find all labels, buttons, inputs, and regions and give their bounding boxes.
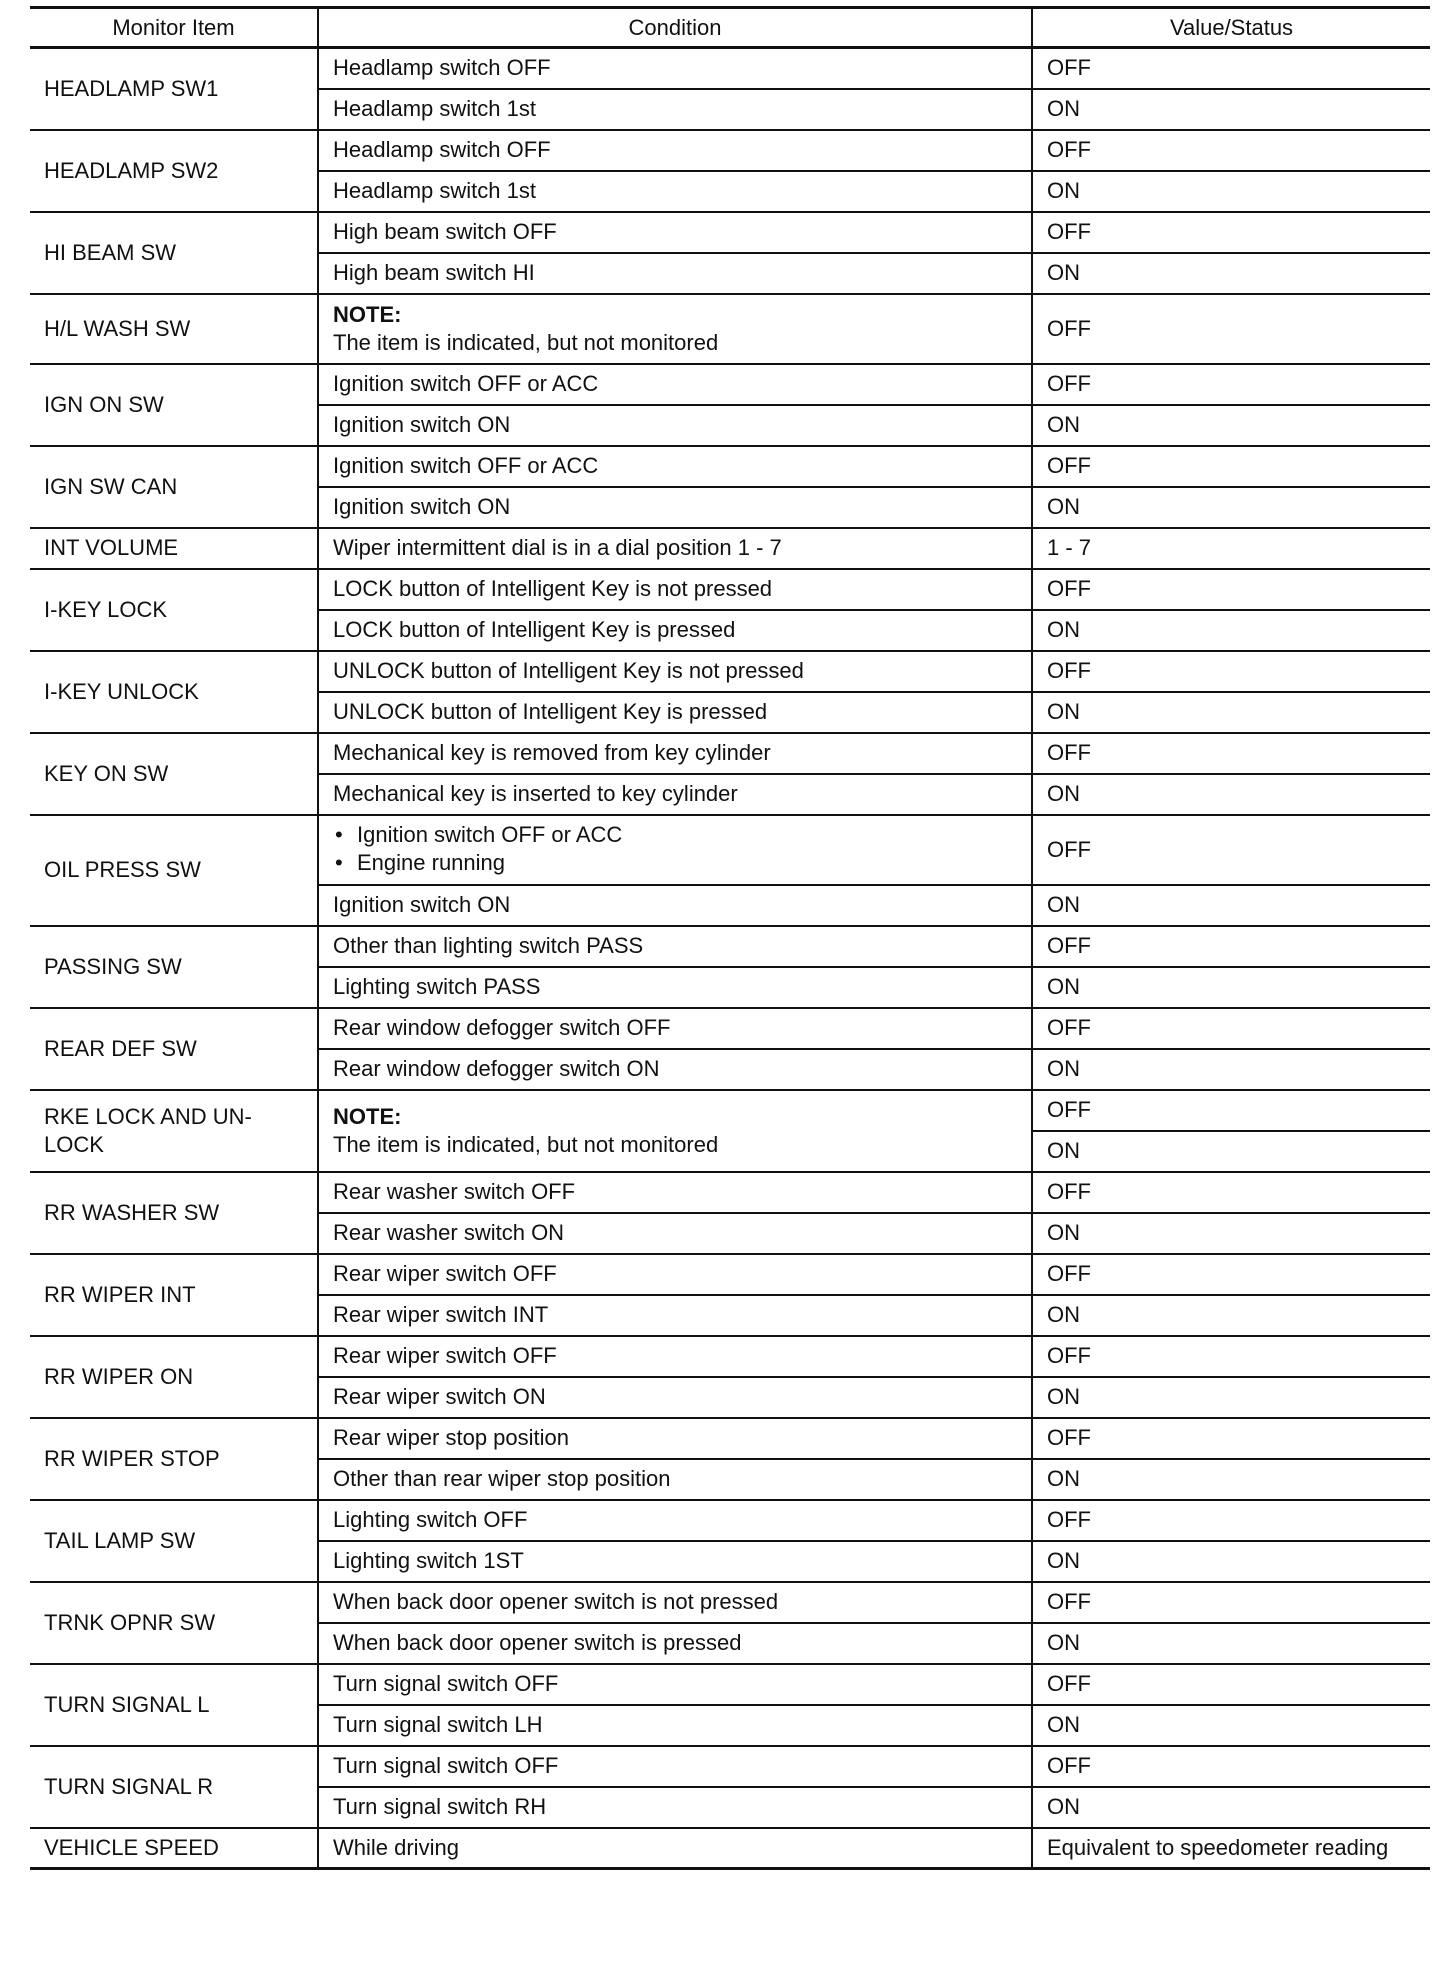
note-label: NOTE: xyxy=(333,301,402,327)
note-label: NOTE: xyxy=(333,1103,402,1129)
monitor-item-cell: I-KEY LOCK xyxy=(30,569,318,651)
condition-cell: Lighting switch OFF xyxy=(318,1500,1032,1541)
value-status-cell: OFF xyxy=(1032,733,1430,774)
monitor-item-cell: HEADLAMP SW2 xyxy=(30,130,318,212)
value-status-cell: OFF xyxy=(1032,926,1430,967)
value-status-cell: ON xyxy=(1032,171,1430,212)
value-status-cell: OFF xyxy=(1032,569,1430,610)
condition-cell: Rear washer switch ON xyxy=(318,1213,1032,1254)
note-text: The item is indicated, but not monitored xyxy=(333,1131,719,1157)
monitor-item-cell: IGN ON SW xyxy=(30,364,318,446)
value-status-cell: ON xyxy=(1032,405,1430,446)
header-value-status: Value/Status xyxy=(1032,8,1430,48)
table-row xyxy=(30,294,1430,364)
monitor-item-cell: OIL PRESS SW xyxy=(30,815,318,926)
condition-bullet-item: • Ignition switch OFF or ACC xyxy=(333,821,1017,849)
condition-cell: Turn signal switch OFF xyxy=(318,1664,1032,1705)
value-status-cell: ON xyxy=(1032,885,1430,926)
condition-cell: Ignition switch ON xyxy=(318,405,1032,446)
condition-cell: LOCK button of Intelligent Key is not pressed xyxy=(318,569,1032,610)
condition-cell: Headlamp switch OFF xyxy=(318,48,1032,89)
value-status-cell: OFF xyxy=(1032,1336,1430,1377)
value-status-cell: ON xyxy=(1032,610,1430,651)
table-row xyxy=(30,1008,1430,1049)
table-row xyxy=(30,1418,1430,1459)
table-row xyxy=(30,1172,1430,1213)
value-status-cell: OFF xyxy=(1032,48,1430,89)
value-status-cell: ON xyxy=(1032,1377,1430,1418)
value-status-cell: ON xyxy=(1032,1705,1430,1746)
monitor-item-cell: PASSING SW xyxy=(30,926,318,1008)
condition-cell: Headlamp switch OFF xyxy=(318,130,1032,171)
monitor-item-cell: HEADLAMP SW1 xyxy=(30,48,318,130)
condition-bullet-list xyxy=(333,821,1017,877)
condition-cell: Rear wiper switch OFF xyxy=(318,1254,1032,1295)
monitor-item-cell: TRNK OPNR SW xyxy=(30,1582,318,1664)
table-row xyxy=(30,569,1430,610)
table-body xyxy=(30,48,1430,1869)
condition-cell xyxy=(318,815,1032,885)
condition-cell: Other than lighting switch PASS xyxy=(318,926,1032,967)
condition-cell: LOCK button of Intelligent Key is pressed xyxy=(318,610,1032,651)
value-status-cell: ON xyxy=(1032,1787,1430,1828)
condition-cell: High beam switch HI xyxy=(318,253,1032,294)
table-row xyxy=(30,1746,1430,1787)
monitor-item-cell: REAR DEF SW xyxy=(30,1008,318,1090)
value-status-cell: OFF xyxy=(1032,651,1430,692)
condition-cell: Turn signal switch RH xyxy=(318,1787,1032,1828)
table-row xyxy=(30,364,1430,405)
condition-cell: When back door opener switch is pressed xyxy=(318,1623,1032,1664)
monitor-item-table xyxy=(30,6,1430,1870)
note-text: The item is indicated, but not monitored xyxy=(333,329,719,355)
monitor-item-cell: RKE LOCK AND UN- LOCK xyxy=(30,1090,318,1172)
value-status-cell: OFF xyxy=(1032,1746,1430,1787)
table-row xyxy=(30,48,1430,89)
value-status-cell: OFF xyxy=(1032,1664,1430,1705)
value-status-cell: ON xyxy=(1032,253,1430,294)
table-row xyxy=(30,1664,1430,1705)
value-status-cell: OFF xyxy=(1032,1582,1430,1623)
condition-cell: Ignition switch ON xyxy=(318,885,1032,926)
monitor-item-cell: KEY ON SW xyxy=(30,733,318,815)
value-status-cell: OFF xyxy=(1032,1008,1430,1049)
condition-cell xyxy=(318,294,1032,364)
value-status-cell: ON xyxy=(1032,1623,1430,1664)
condition-cell: Turn signal switch LH xyxy=(318,1705,1032,1746)
header-condition: Condition xyxy=(318,8,1032,48)
value-status-cell: ON xyxy=(1032,967,1430,1008)
condition-cell: Rear wiper switch INT xyxy=(318,1295,1032,1336)
value-status-cell: ON xyxy=(1032,487,1430,528)
monitor-item-cell: RR WIPER STOP xyxy=(30,1418,318,1500)
condition-cell: Mechanical key is removed from key cylinder xyxy=(318,733,1032,774)
monitor-item-cell: RR WIPER ON xyxy=(30,1336,318,1418)
monitor-item-cell: TAIL LAMP SW xyxy=(30,1500,318,1582)
table-row xyxy=(30,446,1430,487)
condition-cell: Headlamp switch 1st xyxy=(318,171,1032,212)
condition-cell: Rear window defogger switch ON xyxy=(318,1049,1032,1090)
value-status-cell: 1 - 7 xyxy=(1032,528,1430,569)
header-monitor-item: Monitor Item xyxy=(30,8,318,48)
monitor-item-cell: IGN SW CAN xyxy=(30,446,318,528)
condition-cell: UNLOCK button of Intelligent Key is pressed xyxy=(318,692,1032,733)
value-status-cell: OFF xyxy=(1032,364,1430,405)
table-row xyxy=(30,815,1430,885)
table-row xyxy=(30,1254,1430,1295)
condition-cell: Ignition switch ON xyxy=(318,487,1032,528)
value-status-cell: ON xyxy=(1032,1131,1430,1172)
monitor-item-cell: RR WIPER INT xyxy=(30,1254,318,1336)
condition-cell xyxy=(318,1090,1032,1172)
value-status-cell: OFF xyxy=(1032,446,1430,487)
condition-cell: Lighting switch PASS xyxy=(318,967,1032,1008)
table-row xyxy=(30,1336,1430,1377)
monitor-item-cell: I-KEY UNLOCK xyxy=(30,651,318,733)
monitor-item-cell: H/L WASH SW xyxy=(30,294,318,364)
value-status-cell: ON xyxy=(1032,1459,1430,1500)
value-status-cell: OFF xyxy=(1032,1500,1430,1541)
condition-cell: While driving xyxy=(318,1828,1032,1869)
table-row xyxy=(30,926,1430,967)
table-row xyxy=(30,1090,1430,1131)
table-row xyxy=(30,1500,1430,1541)
monitor-item-cell: VEHICLE SPEED xyxy=(30,1828,318,1869)
condition-cell: Lighting switch 1ST xyxy=(318,1541,1032,1582)
table-row xyxy=(30,212,1430,253)
condition-bullet-item: • Engine running xyxy=(333,849,1017,877)
value-status-cell: ON xyxy=(1032,1295,1430,1336)
value-status-cell: OFF xyxy=(1032,294,1430,364)
table-row xyxy=(30,1582,1430,1623)
value-status-cell: Equivalent to speedometer reading xyxy=(1032,1828,1430,1869)
value-status-cell: OFF xyxy=(1032,212,1430,253)
value-status-cell: OFF xyxy=(1032,1254,1430,1295)
monitor-item-cell: RR WASHER SW xyxy=(30,1172,318,1254)
value-status-cell: ON xyxy=(1032,1213,1430,1254)
condition-cell: Wiper intermittent dial is in a dial position 1 - 7 xyxy=(318,528,1032,569)
condition-cell: Rear wiper stop position xyxy=(318,1418,1032,1459)
value-status-cell: ON xyxy=(1032,1541,1430,1582)
value-status-cell: ON xyxy=(1032,89,1430,130)
monitor-item-cell: HI BEAM SW xyxy=(30,212,318,294)
condition-cell: Turn signal switch OFF xyxy=(318,1746,1032,1787)
table-row xyxy=(30,528,1430,569)
condition-cell: Rear wiper switch ON xyxy=(318,1377,1032,1418)
value-status-cell: ON xyxy=(1032,774,1430,815)
condition-cell: Headlamp switch 1st xyxy=(318,89,1032,130)
condition-cell: Ignition switch OFF or ACC xyxy=(318,364,1032,405)
condition-cell: Rear wiper switch OFF xyxy=(318,1336,1032,1377)
monitor-item-cell: TURN SIGNAL L xyxy=(30,1664,318,1746)
value-status-cell: OFF xyxy=(1032,130,1430,171)
value-status-cell: OFF xyxy=(1032,1090,1430,1131)
condition-cell: UNLOCK button of Intelligent Key is not pressed xyxy=(318,651,1032,692)
table-row xyxy=(30,651,1430,692)
monitor-item-cell: TURN SIGNAL R xyxy=(30,1746,318,1828)
condition-cell: When back door opener switch is not pressed xyxy=(318,1582,1032,1623)
condition-cell: Mechanical key is inserted to key cylinder xyxy=(318,774,1032,815)
condition-cell: Rear washer switch OFF xyxy=(318,1172,1032,1213)
table-row xyxy=(30,1828,1430,1869)
table-row xyxy=(30,733,1430,774)
condition-cell: Ignition switch OFF or ACC xyxy=(318,446,1032,487)
table-row xyxy=(30,130,1430,171)
condition-cell: Rear window defogger switch OFF xyxy=(318,1008,1032,1049)
condition-cell: High beam switch OFF xyxy=(318,212,1032,253)
header-row xyxy=(30,8,1430,48)
monitor-item-cell: INT VOLUME xyxy=(30,528,318,569)
value-status-cell: OFF xyxy=(1032,1418,1430,1459)
value-status-cell: ON xyxy=(1032,1049,1430,1090)
value-status-cell: OFF xyxy=(1032,1172,1430,1213)
value-status-cell: OFF xyxy=(1032,815,1430,885)
condition-cell: Other than rear wiper stop position xyxy=(318,1459,1032,1500)
value-status-cell: ON xyxy=(1032,692,1430,733)
